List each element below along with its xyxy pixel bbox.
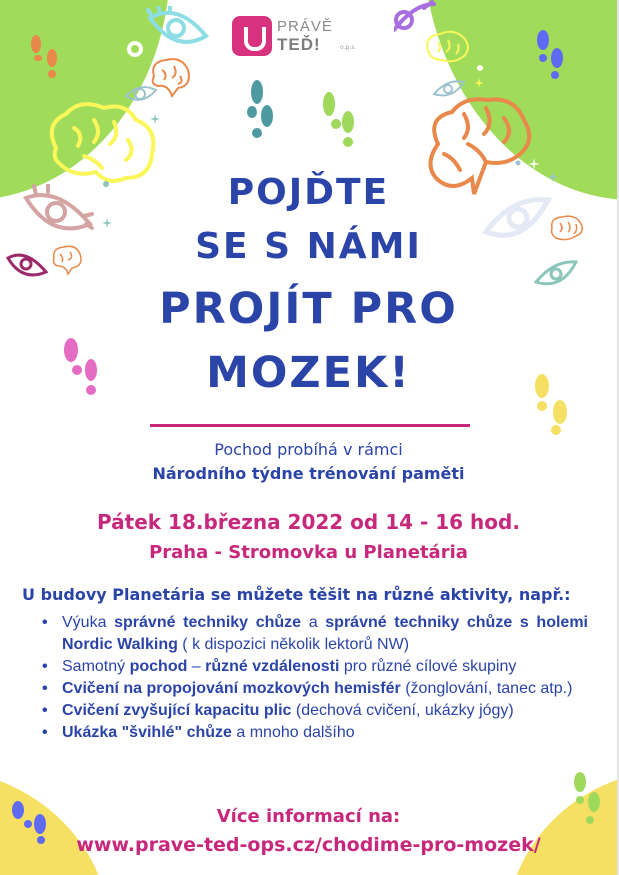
ring-icon: [126, 40, 144, 58]
brain-icon: [148, 56, 192, 98]
list-item: [40, 656, 588, 678]
item-bold: Cvičení na propojování mozkových hemisfér: [62, 680, 401, 697]
item-text: –: [187, 658, 206, 675]
organization-logo: [232, 16, 372, 58]
item-text: Samotný: [62, 658, 130, 675]
sparkle-icon: [474, 78, 484, 88]
event-place: Praha - Stromovka u Planetária: [149, 542, 468, 563]
website-link[interactable]: www.prave-ted-ops.cz/chodime-pro-mozek/: [76, 834, 541, 856]
item-bold: Ukázka "švihlé" chůze: [62, 724, 232, 741]
item-text: ( k dispozici několik lektorů NW): [177, 636, 410, 653]
more-info-label: Více informací na:: [216, 806, 401, 827]
brain-icon: [424, 30, 472, 66]
headline-line1: POJĎTE: [227, 172, 390, 213]
headline-line2: SE S NÁMI: [195, 226, 422, 267]
item-bold: různé vzdálenosti: [205, 658, 340, 675]
footprints-icon: [28, 32, 64, 84]
intro-line2: Národního týdne trénování paměti: [152, 464, 465, 483]
logo-text-line2: TEĎ!: [277, 35, 321, 54]
list-item: [40, 678, 588, 700]
footprints-icon: [318, 88, 358, 150]
list-item: [40, 700, 588, 722]
dot-icon: [476, 64, 484, 72]
item-text: a: [301, 614, 326, 631]
footprints-icon: [240, 78, 280, 140]
item-text: pro různé cílové skupiny: [339, 658, 517, 675]
item-text: a mnoho dalšího: [231, 724, 355, 741]
headline-line4: MOZEK!: [206, 348, 411, 398]
event-date: Pátek 18.března 2022 od 14 - 16 hod.: [97, 510, 520, 534]
item-bold: správné techniky chůze: [114, 614, 302, 631]
item-bold: pochod: [129, 658, 188, 675]
list-item: [40, 722, 588, 744]
activities-lead: U budovy Planetária se můžete těšit na různé aktivity, např.:: [22, 585, 571, 604]
activities-list: [40, 612, 588, 744]
divider: [150, 424, 470, 427]
sparkle-icon: [528, 158, 540, 170]
item-bold: Cvičení zvyšující kapacitu plic: [62, 702, 292, 719]
list-item: [40, 612, 588, 656]
item-text: Výuka: [62, 614, 115, 631]
logo-suffix: o.p.s.: [340, 44, 357, 51]
item-text: (žonglování, tanec atp.): [400, 680, 573, 697]
logo-text-line1: PRÁVĚ: [277, 18, 333, 35]
footprints-icon: [533, 28, 569, 84]
headline-line3: PROJÍT PRO: [159, 284, 458, 334]
sparkle-icon: [150, 114, 160, 124]
intro-line1: Pochod probíhá v rámci: [214, 440, 403, 459]
item-bold: správné techniky chůze s holemi Nordic Walking: [62, 614, 588, 653]
dot-icon: [515, 160, 521, 166]
item-text: (dechová cvičení, ukázky jógy): [291, 702, 514, 719]
logo-mark-icon: [232, 16, 272, 56]
eye-icon: [146, 6, 210, 50]
